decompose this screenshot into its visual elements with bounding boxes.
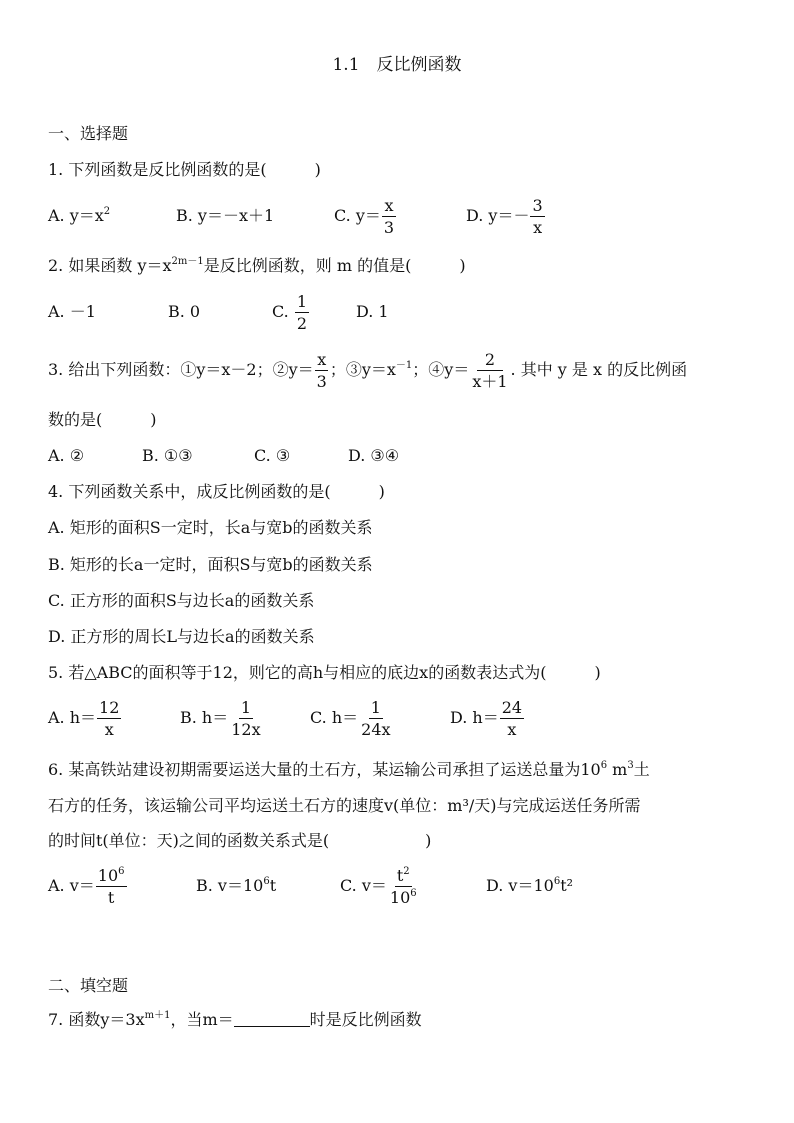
- q1-option-b: B. y＝－x＋1: [176, 206, 275, 225]
- q6-option-a: A. v＝ $\frac{10^6}{t}$: [48, 866, 125, 907]
- fraction: $\frac{1}{24x}$: [361, 698, 391, 739]
- question-3-stem-line2: 数的是( ): [48, 410, 157, 429]
- fraction: $\frac{1}{2}$: [296, 292, 308, 333]
- fraction: $\frac{2}{x+1}$: [472, 350, 508, 391]
- fraction: $\frac{x}{3}$: [383, 196, 395, 237]
- q4-option-a: A. 矩形的面积S一定时，长a与宽b的函数关系: [48, 518, 373, 537]
- fraction: $\frac{t^2}{10^6}$: [389, 866, 417, 907]
- question-6-stem-line1: 6. 某高铁站建设初期需要运送大量的土石方，某运输公司承担了运送总量为$10^6$ $m^3$土: [48, 760, 650, 779]
- section-heading-choice: 一、选择题: [48, 124, 129, 143]
- fraction: $\frac{12}{x}$: [99, 698, 120, 739]
- question-2-stem: 2. 如果函数 $y=x^{2m-1}$是反比例函数，则 m 的值是( ): [48, 256, 466, 275]
- q1-option-c: C. y＝ $\frac{x}{3}$: [334, 196, 395, 237]
- q3-option-c: C. ③: [254, 446, 291, 465]
- fraction: $\frac{10^6}{t}$: [97, 866, 125, 907]
- question-5-stem: 5. 若△ABC的面积等于12，则它的高h与相应的底边x的函数表达式为( ): [48, 663, 601, 682]
- question-1-stem: 1. 下列函数是反比例函数的是( ): [48, 160, 321, 179]
- question-4-stem: 4. 下列函数关系中，成反比例函数的是( ): [48, 482, 385, 501]
- q3-option-a: A. ②: [48, 446, 85, 465]
- question-3-stem: 3. 给出下列函数：①y＝x－2；②y＝ $\frac{x}{3}$ ；$③y=x^{-1}$；④y＝ $\frac{2}{x+1}$ . 其中 y 是 x 的反比例函: [48, 350, 688, 391]
- fraction: $\frac{1}{12x}$: [231, 698, 261, 739]
- q1-option-d: D. y＝－ $\frac{3}{x}$: [466, 196, 543, 237]
- q6-option-d: D. $v=10^6t^2$: [486, 876, 574, 895]
- answer-blank[interactable]: [234, 1010, 310, 1027]
- q5-option-d: D. h＝ $\frac{24}{x}$: [450, 698, 523, 739]
- q5-option-c: C. h＝ $\frac{1}{24x}$: [310, 698, 391, 739]
- fraction: $\frac{x}{3}$: [316, 350, 327, 391]
- q2-option-d: D. 1: [356, 302, 389, 321]
- q1-option-a: A. $y=x^2$: [48, 206, 111, 225]
- q2-option-a: A. －1: [48, 302, 96, 321]
- q3-option-d: D. ③④: [348, 446, 400, 465]
- q2-option-b: B. 0: [168, 302, 201, 321]
- question-7-stem: 7. 函数$y=3x^{m+1}$，当m＝ 时是反比例函数: [48, 1010, 422, 1029]
- q2-option-c: C. $\frac{1}{2}$: [272, 292, 308, 333]
- question-6-stem-line2: 石方的任务，该运输公司平均运送土石方的速度v(单位：m³/天)与完成运送任务所需: [48, 796, 641, 815]
- question-6-stem-line3: 的时间t(单位：天)之间的函数关系式是( ): [48, 831, 432, 850]
- q6-option-c: C. v＝ $\frac{t^2}{10^6}$: [340, 866, 417, 907]
- q4-option-b: B. 矩形的长a一定时，面积S与宽b的函数关系: [48, 555, 373, 574]
- q5-option-b: B. h＝ $\frac{1}{12x}$: [180, 698, 261, 739]
- section-heading-fill: 二、填空题: [48, 976, 129, 995]
- q3-option-b: B. ①③: [142, 446, 193, 465]
- fraction: $\frac{3}{x}$: [532, 196, 543, 237]
- q4-option-c: C. 正方形的面积S与边长a的函数关系: [48, 591, 315, 610]
- q5-option-a: A. h＝ $\frac{12}{x}$: [48, 698, 120, 739]
- page-title: 1.1 反比例函数: [332, 55, 462, 75]
- q4-option-d: D. 正方形的周长L与边长a的函数关系: [48, 627, 315, 646]
- q6-option-b: B. $v=10^6t$: [196, 876, 277, 895]
- fraction: $\frac{24}{x}$: [501, 698, 523, 739]
